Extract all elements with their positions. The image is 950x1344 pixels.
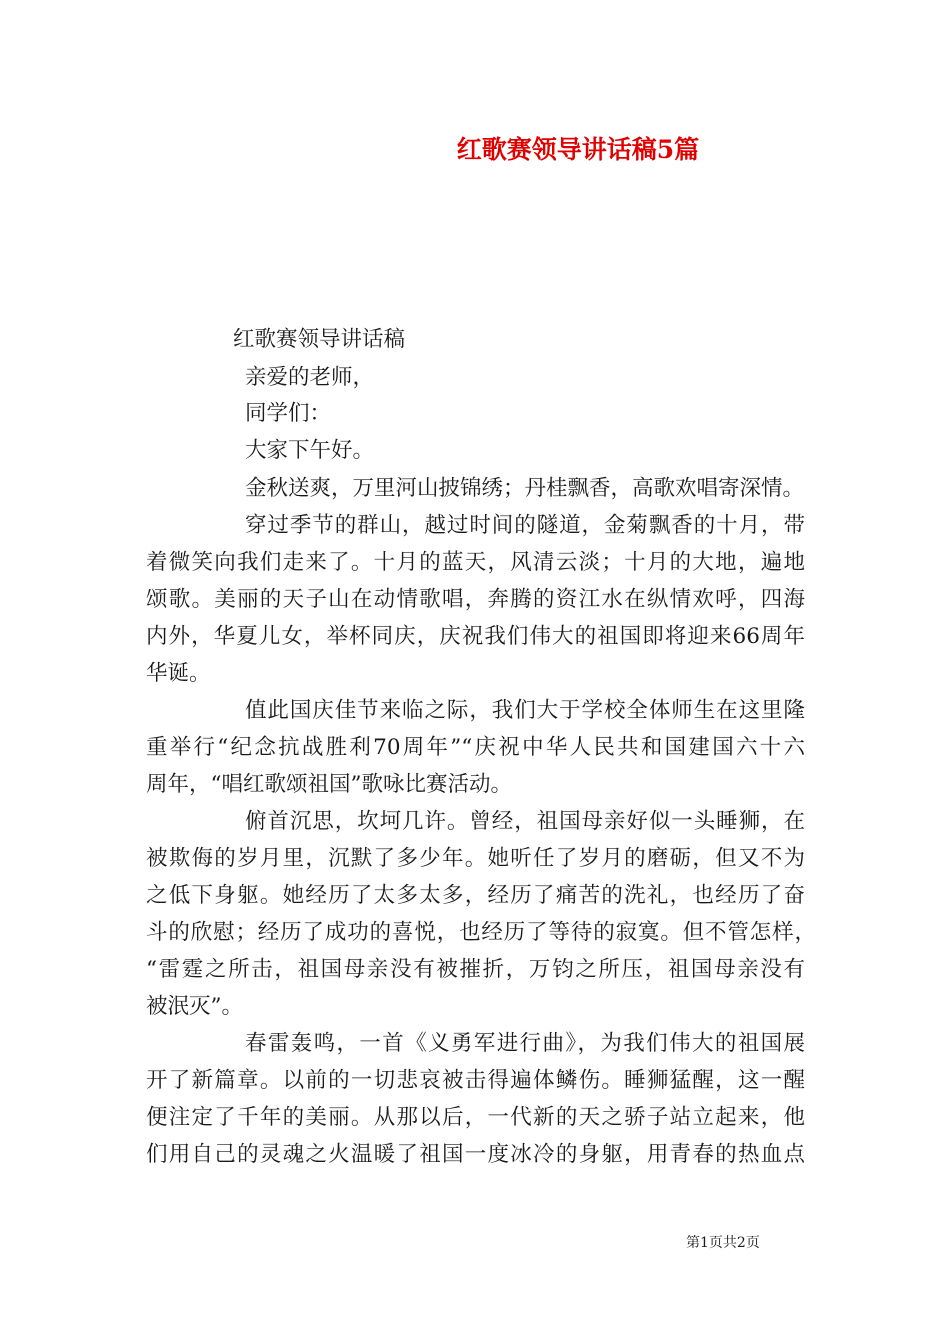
paragraph-line: 俯首沉思，坎坷几许。曾经，祖国母亲好似一头睡狮，在	[245, 809, 805, 834]
paragraph-line: 值此国庆佳节来临之际，我们大于学校全体师生在这里隆	[245, 698, 805, 723]
salutation-teachers: 亲爱的老师，	[245, 365, 375, 390]
paragraph-line: “雷霆之所击，祖国母亲没有被摧折，万钧之所压，祖国母亲没有	[146, 957, 805, 982]
paragraph-line: 周年，“唱红歌颂祖国”歌咏比赛活动。	[146, 772, 512, 797]
salutation-students: 同学们：	[245, 401, 332, 426]
paragraph-line: 被欺侮的岁月里，沉默了多少年。她听任了岁月的磨砺，但又不为	[146, 846, 805, 871]
paragraph-line: 华诞。	[146, 661, 211, 686]
paragraph-line: 着微笑向我们走来了。十月的蓝天，风清云淡；十月的大地，遍地	[146, 550, 805, 575]
paragraph-line: 之低下身躯。她经历了太多太多，经历了痛苦的洗礼，也经历了奋	[146, 883, 805, 908]
paragraph-line: 斗的欣慰；经历了成功的喜悦，也经历了等待的寂寞。但不管怎样，	[146, 920, 816, 945]
paragraph-line: 金秋送爽，万里河山披锦绣；丹桂飘香，高歌欢唱寄深情。	[245, 476, 805, 501]
paragraph-line: 颂歌。美丽的天子山在动情歌唱，奔腾的资江水在纵情欢呼，四海	[146, 587, 805, 612]
paragraph-line: 穿过季节的群山，越过时间的隧道，金菊飘香的十月，带	[245, 513, 805, 538]
paragraph-line: 便注定了千年的美丽。从那以后，一代新的天之骄子站立起来，他	[146, 1105, 805, 1130]
paragraph-line: 被泯灭”。	[146, 994, 243, 1019]
document-subtitle: 红歌赛领导讲话稿	[233, 327, 406, 352]
paragraph-line: 内外，华夏儿女，举杯同庆，庆祝我们伟大的祖国即将迎来66周年	[146, 624, 805, 649]
paragraph-line: 春雷轰鸣，一首《义勇军进行曲》，为我们伟大的祖国展	[245, 1031, 805, 1056]
paragraph-line: 们用自己的灵魂之火温暖了祖国一度冰冷的身躯，用青春的热血点	[146, 1142, 805, 1167]
page-number-footer: 第1页共2页	[686, 1235, 760, 1251]
greeting: 大家下午好。	[245, 438, 375, 463]
document-title: 红歌赛领导讲话稿5篇	[456, 135, 700, 164]
paragraph-line: 开了新篇章。以前的一切悲哀被击得遍体鳞伤。睡狮猛醒，这一醒	[146, 1068, 805, 1093]
paragraph-line: 重举行“纪念抗战胜利70周年”“庆祝中华人民共和国建国六十六	[146, 735, 805, 760]
